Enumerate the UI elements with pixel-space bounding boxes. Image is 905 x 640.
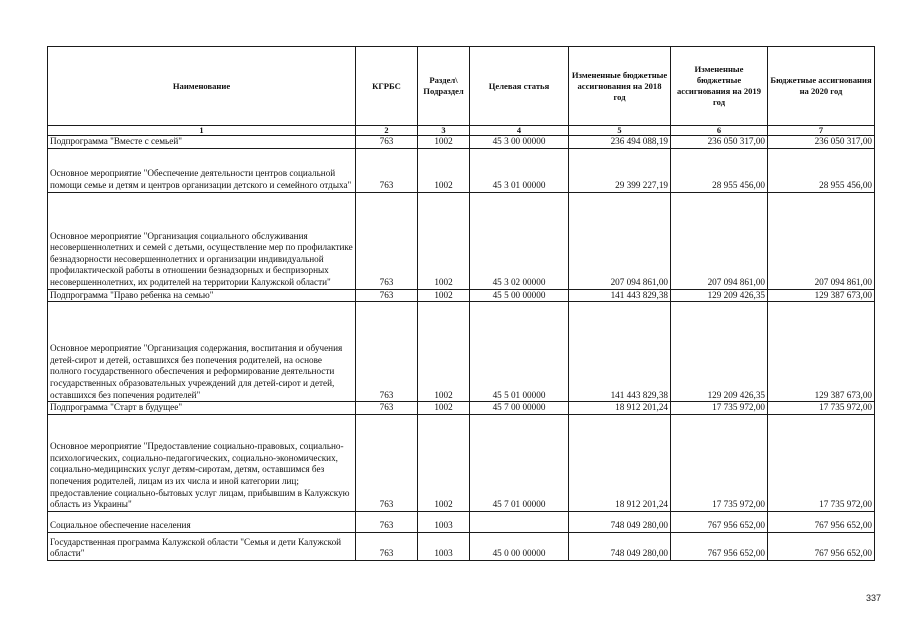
column-number: 3 [418,126,470,136]
row-section: 1002 [418,192,470,289]
header-row [48,47,875,126]
row-kgrbs: 763 [356,192,418,289]
row-target: 45 7 00 00000 [470,402,569,415]
row-2018: 18 912 201,24 [569,414,671,511]
row-2020: 236 050 317,00 [768,136,875,149]
row-section: 1002 [418,414,470,511]
row-target: 45 3 02 00000 [470,192,569,289]
budget-document [47,46,874,561]
header-name: Наименование [48,47,356,126]
row-section: 1002 [418,136,470,149]
row-2019: 17 735 972,00 [671,402,768,415]
header-2018: Измененные бюджетные ассигнования на 2018 год [569,47,671,126]
row-section: 1002 [418,289,470,302]
page-number: 337 [866,593,882,603]
row-name: Основное мероприятие "Организация социального обслуживания несовершеннолетних и семей с детьми, осуществление мер по профилактике безнадзорности несовершеннолетних и организации индивидуальной профилактической работы в отношении безнадзорных и беспризорных несовершеннолетних, их родителей на территории Калужской области" [48,192,356,289]
table-row [48,136,875,149]
column-number: 6 [671,126,768,136]
row-2020: 129 387 673,00 [768,302,875,402]
row-2018: 207 094 861,00 [569,192,671,289]
row-section: 1002 [418,148,470,192]
table-row [48,532,875,560]
row-2019: 129 209 426,35 [671,289,768,302]
row-2020: 207 094 861,00 [768,192,875,289]
table-row [48,414,875,511]
row-2020: 767 956 652,00 [768,532,875,560]
column-number: 7 [768,126,875,136]
row-2018: 748 049 280,00 [569,532,671,560]
row-kgrbs: 763 [356,414,418,511]
column-number: 1 [48,126,356,136]
header-2019: Измененные бюджетные ассигнования на 2019 год [671,47,768,126]
row-kgrbs: 763 [356,511,418,532]
row-2018: 141 443 829,38 [569,289,671,302]
header-2020: Бюджетные ассигнования на 2020 год [768,47,875,126]
column-number: 2 [356,126,418,136]
row-name: Подпрограмма "Вместе с семьей" [48,136,356,149]
row-name: Социальное обеспечение населения [48,511,356,532]
row-2019: 767 956 652,00 [671,532,768,560]
header-target: Целевая статья [470,47,569,126]
row-2020: 129 387 673,00 [768,289,875,302]
row-2019: 236 050 317,00 [671,136,768,149]
row-2018: 141 443 829,38 [569,302,671,402]
header-kgrbs: КГРБС [356,47,418,126]
row-section: 1003 [418,511,470,532]
row-2019: 17 735 972,00 [671,414,768,511]
table-row [48,192,875,289]
column-number-row [48,126,875,136]
row-2020: 28 955 456,00 [768,148,875,192]
budget-table [47,46,875,561]
row-target [470,511,569,532]
row-name: Подпрограмма "Старт в будущее" [48,402,356,415]
row-2018: 748 049 280,00 [569,511,671,532]
row-target: 45 3 00 00000 [470,136,569,149]
row-kgrbs: 763 [356,289,418,302]
row-target: 45 5 00 00000 [470,289,569,302]
row-target: 45 5 01 00000 [470,302,569,402]
row-section: 1002 [418,302,470,402]
table-row [48,511,875,532]
row-section: 1002 [418,402,470,415]
row-kgrbs: 763 [356,148,418,192]
row-target: 45 7 01 00000 [470,414,569,511]
row-name: Государственная программа Калужской области "Семья и дети Калужской области" [48,532,356,560]
row-2019: 207 094 861,00 [671,192,768,289]
table-row [48,148,875,192]
row-2019: 767 956 652,00 [671,511,768,532]
row-name: Подпрограмма "Право ребенка на семью" [48,289,356,302]
table-row [48,402,875,415]
row-section: 1003 [418,532,470,560]
table-row [48,289,875,302]
row-kgrbs: 763 [356,136,418,149]
row-name: Основное мероприятие "Обеспечение деятельности центров социальной помощи семье и детям и центров организации детского и семейного отдыха" [48,148,356,192]
row-kgrbs: 763 [356,402,418,415]
row-kgrbs: 763 [356,302,418,402]
table-row [48,302,875,402]
row-2020: 767 956 652,00 [768,511,875,532]
row-target: 45 0 00 00000 [470,532,569,560]
column-number: 5 [569,126,671,136]
row-2018: 18 912 201,24 [569,402,671,415]
header-section: Раздел\ Подраздел [418,47,470,126]
row-target: 45 3 01 00000 [470,148,569,192]
row-2018: 29 399 227,19 [569,148,671,192]
row-name: Основное мероприятие "Предоставление социально-правовых, социально-психологических, социально-педагогических, социально-экономических, социально-медицинских услуг детям-сиротам, детям, оставшимся без попечения родителей, лицам из их числа и иной категории лиц; предоставление социально-бытовых услуг лицам, прибывшим в Калужскую область из Украины" [48,414,356,511]
row-2019: 28 955 456,00 [671,148,768,192]
row-2020: 17 735 972,00 [768,414,875,511]
row-name: Основное мероприятие "Организация содержания, воспитания и обучения детей-сирот и детей, оставшихся без попечения родителей, на основе полного государственного обеспечения и реформирование деятельности государственных образовательных учреждений для детей-сирот и детей, оставшихся без попечения родителей" [48,302,356,402]
row-2019: 129 209 426,35 [671,302,768,402]
row-2020: 17 735 972,00 [768,402,875,415]
row-kgrbs: 763 [356,532,418,560]
column-number: 4 [470,126,569,136]
row-2018: 236 494 088,19 [569,136,671,149]
